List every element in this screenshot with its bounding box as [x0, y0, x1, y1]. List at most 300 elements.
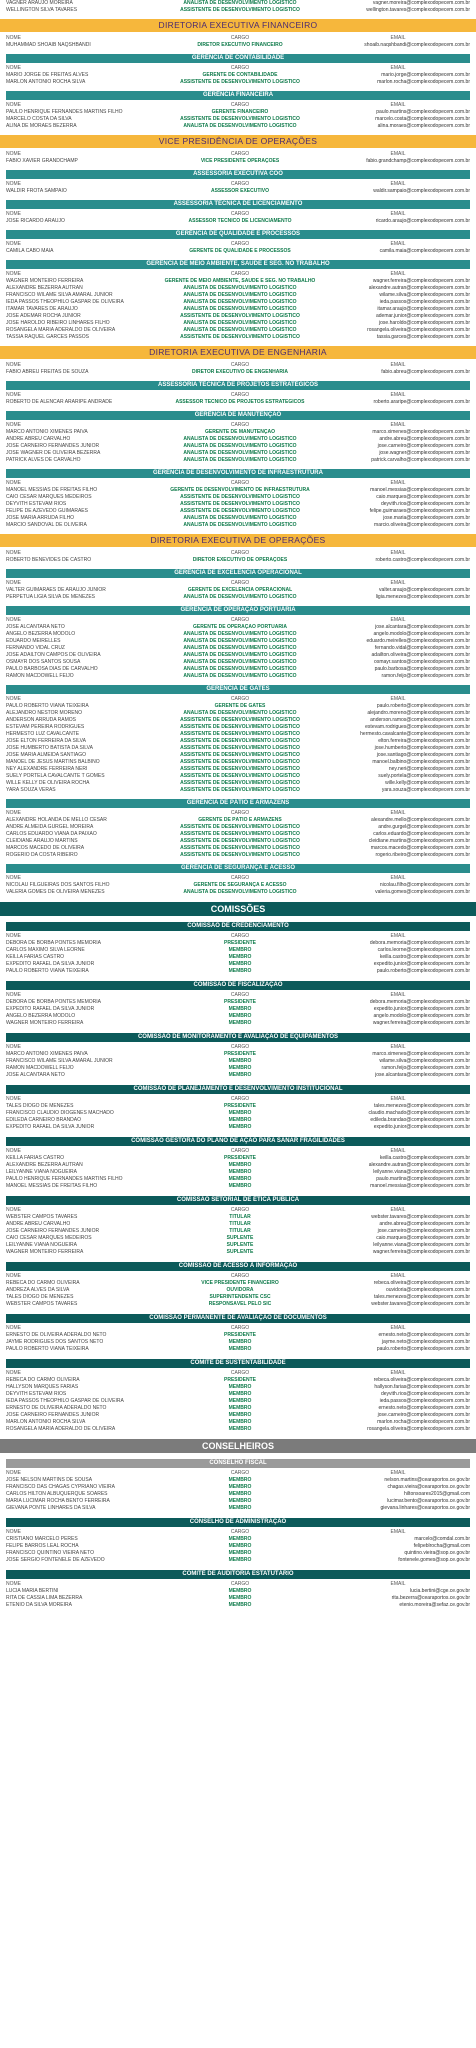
staff-email[interactable]: ricardo.araujo@complexodopecem.com.br: [375, 218, 470, 224]
staff-role: MEMBRO: [228, 1543, 252, 1549]
staff-email[interactable]: fernando.vidal@complexodopecem.com.br: [374, 645, 470, 651]
staff-email[interactable]: manoel.messias@complexodopecem.com.br: [370, 1183, 470, 1189]
staff-role: ASSESSOR EXECUTIVO: [210, 188, 270, 194]
staff-role: ASSISTENTE DE DESENVOLVIMENTO LOGÍSTICO: [180, 824, 300, 830]
staff-name: CAIO CÉSAR MARQUES MEDEIROS: [6, 1235, 92, 1241]
staff-role: ASSISTENTE DE DESENVOLVIMENTO LOGÍSTICO: [180, 831, 300, 837]
staff-email[interactable]: ligia.menezes@complexodopecem.com.br: [375, 594, 470, 600]
staff-row: [0, 278, 476, 285]
staff-email[interactable]: alina.moraes@complexodopecem.com.br: [377, 123, 470, 129]
staff-email[interactable]: andre.gurgel@complexodopecem.com.br: [378, 824, 470, 830]
staff-email[interactable]: nicolau.filho@complexodopecem.com.br: [379, 882, 470, 888]
staff-role: ANALISTA DE DESENVOLVIMENTO LOGÍSTICO: [183, 673, 297, 679]
staff-name: RITA DE CASSIA LIMA BEZERRA: [6, 1595, 83, 1601]
staff-name: PATRICK ALVES DE CARVALHO: [6, 457, 81, 463]
staff-email[interactable]: adailton.oliveira@complexodopecem.com.br: [371, 652, 470, 658]
staff-row: [0, 1242, 476, 1249]
staff-email[interactable]: hermesto.cavalcante@complexodopecem.com.br: [360, 731, 470, 737]
staff-role: ASSISTENTE DE DESENVOLVIMENTO LOGÍSTICO: [180, 7, 300, 13]
staff-row: [0, 1124, 476, 1131]
staff-row: [0, 1162, 476, 1169]
staff-email[interactable]: anderson.ramos@complexodopecem.com.br: [370, 717, 470, 723]
section-title: GERÊNCIA DE MANUTENÇÃO: [6, 411, 470, 420]
staff-name: MARLON ANTÔNIO ROCHA SILVA: [6, 1419, 86, 1425]
col-role-label: CARGO: [230, 151, 250, 157]
staff-name: JOSÉ CARNEIRO FERNANDES JÚNIOR: [6, 443, 100, 449]
staff-email[interactable]: cleidiane.martins@complexodopecem.com.br: [368, 838, 470, 844]
staff-name: LEILYANNE VIANA NOGUEIRA: [6, 1169, 77, 1175]
staff-email[interactable]: tassia.garces@complexodopecem.com.br: [376, 334, 470, 340]
staff-email[interactable]: andre.abreu@complexodopecem.com.br: [379, 1221, 470, 1227]
staff-role: GERENTE DE CONTABILIDADE: [202, 72, 278, 78]
staff-email[interactable]: rebeca.oliveira@complexodopecem.com.br: [373, 1377, 470, 1383]
col-name-label: NOME: [6, 151, 21, 157]
staff-name: FRANCISCO DAS CHAGAS CYPRIANO VIEIRA: [6, 1484, 115, 1490]
staff-name: ROSANGELA MARIA ADERALDO DE OLIVEIRA: [6, 1426, 116, 1432]
staff-role: MEMBRO: [228, 1484, 252, 1490]
staff-role: MEMBRO: [228, 1124, 252, 1130]
col-email-label: EMAIL: [390, 875, 406, 881]
staff-row: [0, 1602, 476, 1609]
staff-email[interactable]: manoel.messias@complexodopecem.com.br: [370, 487, 470, 493]
section-title: DIRETORIA EXECUTIVA DE OPERAÇÕES: [0, 534, 476, 547]
staff-row: [0, 1557, 476, 1564]
staff-email[interactable]: rosangela.oliveira@complexodopecem.com.br: [367, 327, 470, 333]
staff-row: [0, 1110, 476, 1117]
staff-email[interactable]: jayme.neto@complexodopecem.com.br: [381, 1339, 470, 1345]
staff-row: [0, 1332, 476, 1339]
col-name-label: NOME: [6, 617, 21, 623]
col-name-label: NOME: [6, 1096, 21, 1102]
staff-email[interactable]: waldir.sampaio@complexodopecem.com.br: [373, 188, 470, 194]
section-title: GERÊNCIA DE PÁTIO E ARMAZENS: [6, 799, 470, 808]
section-title: CONSELHO DE ADMINISTRAÇÃO: [6, 1518, 470, 1527]
staff-email[interactable]: roberto.araripe@complexodopecem.com.br: [373, 399, 470, 405]
staff-email[interactable]: debora.memoria@complexodopecem.com.br: [369, 999, 470, 1005]
staff-name: JOSÉ HUMBERTO BATISTA DA SILVA: [6, 745, 93, 751]
staff-name: FRANCISCO WILAME SILVA AMARAL JÚNIOR: [6, 292, 113, 298]
staff-role: ANALISTA DE DESENVOLVIMENTO LOGÍSTICO: [183, 889, 297, 895]
staff-email[interactable]: marco.ximenes@complexodopecem.com.br: [372, 1051, 470, 1057]
staff-email[interactable]: paulo.roberto@complexodopecem.com.br: [376, 1346, 470, 1352]
staff-email[interactable]: carlos.leorne@complexodopecem.com.br: [377, 947, 470, 953]
staff-email[interactable]: shoaib.naqshbandi@complexodopecem.com.br: [364, 42, 470, 48]
section-title: COMISSÃO PERMANENTE DE AVALIAÇÃO DE DOCUMENTOS: [6, 1314, 470, 1323]
staff-email[interactable]: paulo.roberto@complexodopecem.com.br: [376, 968, 470, 974]
staff-role: TITULAR: [229, 1228, 251, 1234]
staff-role: ASSISTENTE DE DESENVOLVIMENTO LOGÍSTICO: [180, 724, 300, 730]
staff-email[interactable]: leilyanne.viana@complexodopecem.com.br: [373, 1169, 470, 1175]
staff-role: MEMBRO: [228, 1491, 252, 1497]
staff-email[interactable]: vagner.moreira@complexodopecem.com.br: [372, 0, 470, 6]
staff-role: MEMBRO: [228, 1117, 252, 1123]
section-title: COMISSÃO DE CREDENCIAMENTO: [6, 922, 470, 931]
staff-email[interactable]: jose.carneiro@complexodopecem.com.br: [377, 1228, 470, 1234]
staff-name: JOSÉ ADAILTON CAMPOS DE OLIVEIRA: [6, 652, 101, 658]
staff-email[interactable]: fabio.abreu@complexodopecem.com.br: [381, 369, 470, 375]
staff-row: [0, 752, 476, 759]
staff-row: [0, 638, 476, 645]
staff-email[interactable]: wilame.silva@complexodopecem.com.br: [379, 292, 470, 298]
staff-email[interactable]: patrick.carvalho@complexodopecem.com.br: [371, 457, 470, 463]
col-role-label: CARGO: [230, 241, 250, 247]
staff-email[interactable]: angelo.modolo@complexodopecem.com.br: [373, 631, 470, 637]
staff-email[interactable]: edileda.brandao@complexodopecem.com.br: [370, 1117, 470, 1123]
col-role-label: CARGO: [230, 65, 250, 71]
column-header: [0, 550, 476, 557]
staff-role: MEMBRO: [228, 1398, 252, 1404]
staff-email[interactable]: caio.marques@complexodopecem.com.br: [376, 494, 470, 500]
column-header: [0, 480, 476, 487]
staff-role: GERENTE DE MEIO AMBIENTE, SAÚDE E SEG. NO TRABALHO: [164, 278, 316, 284]
staff-name: VALÉRIA GOMES DE OLIVEIRA MENEZES: [6, 889, 105, 895]
staff-email[interactable]: roberto.castro@complexodopecem.com.br: [375, 557, 470, 563]
staff-role: DIRETOR EXECUTIVO DE ENGENHARIA: [191, 369, 289, 375]
staff-email[interactable]: wilame.silva@complexodopecem.com.br: [379, 1058, 470, 1064]
col-name-label: NOME: [6, 422, 21, 428]
staff-name: ALEXANDRE BEZERRA AUTRAN: [6, 1162, 83, 1168]
staff-email[interactable]: marcos.macedo@complexodopecem.com.br: [370, 845, 470, 851]
staff-name: EXPEDITO RAFAEL DA SILVA JÚNIOR: [6, 1006, 95, 1012]
staff-email[interactable]: chagas.vieira@cearaportos.ce.gov.br: [387, 1484, 470, 1490]
staff-email[interactable]: wagner.ferreira@complexodopecem.com.br: [372, 278, 470, 284]
staff-row: [0, 1339, 476, 1346]
staff-email[interactable]: quintino.vieira@sop.ce.gov.br: [404, 1550, 470, 1556]
staff-name: FELIPE DE AZEVEDO GUIMARÃES: [6, 508, 88, 514]
staff-email[interactable]: ieda.passos@complexodopecem.com.br: [379, 1398, 470, 1404]
staff-email[interactable]: webster.tavares@complexodopecem.com.br: [371, 1301, 470, 1307]
staff-email[interactable]: marlon.rocha@complexodopecem.com.br: [377, 1419, 470, 1425]
staff-role: MEMBRO: [228, 1498, 252, 1504]
staff-email[interactable]: felipeblrocha@gmail.com: [413, 1543, 470, 1549]
staff-row: [0, 1543, 476, 1550]
staff-email[interactable]: ernesto.neto@complexodopecem.com.br: [378, 1405, 470, 1411]
staff-name: ALEXANDRE BEZERRA AUTRAN: [6, 285, 83, 291]
staff-role: ASSISTENTE DE DESENVOLVIMENTO LOGÍSTICO: [180, 508, 300, 514]
col-email-label: EMAIL: [390, 1581, 406, 1587]
staff-email[interactable]: jose.santiago@complexodopecem.com.br: [376, 752, 470, 758]
staff-row: [0, 1228, 476, 1235]
staff-email[interactable]: jose.humberto@complexodopecem.com.br: [374, 745, 470, 751]
col-name-label: NOME: [6, 362, 21, 368]
staff-name: WAGNER MONTEIRO FERREIRA: [6, 1249, 84, 1255]
staff-email[interactable]: hiltonsoares2015@gmail.com: [404, 1491, 470, 1497]
staff-row: [0, 1550, 476, 1557]
staff-email[interactable]: suely.portela@complexodopecem.com.br: [378, 773, 470, 779]
staff-name: OSMAYR DOS SANTOS SOUSA: [6, 659, 81, 665]
section-title: COMISSÃO GESTORA DO PLANO DE AÇÃO PARA SANAR FRAGILIDADES: [6, 1137, 470, 1146]
staff-email[interactable]: estevam.rodrigues@complexodopecem.com.br: [365, 724, 470, 730]
col-email-label: EMAIL: [390, 1207, 406, 1213]
staff-email[interactable]: keilla.castro@complexodopecem.com.br: [379, 954, 470, 960]
staff-role: ASSISTENTE DE DESENVOLVIMENTO LOGÍSTICO: [180, 852, 300, 858]
staff-row: [0, 724, 476, 731]
staff-row: [0, 594, 476, 601]
staff-email[interactable]: ernesto.neto@complexodopecem.com.br: [378, 1332, 470, 1338]
staff-role: VICE PRESIDENTE OPERAÇÕES: [200, 158, 280, 164]
staff-email[interactable]: webster.tavares@complexodopecem.com.br: [371, 1214, 470, 1220]
staff-email[interactable]: alejandro.moreno@complexodopecem.com.br: [367, 710, 470, 716]
staff-role: ANALISTA DE DESENVOLVIMENTO LOGÍSTICO: [183, 0, 297, 6]
col-name-label: NOME: [6, 810, 21, 816]
staff-email[interactable]: debora.memoria@complexodopecem.com.br: [369, 940, 470, 946]
staff-row: [0, 824, 476, 831]
staff-email[interactable]: angelo.modolo@complexodopecem.com.br: [373, 1013, 470, 1019]
staff-row: [0, 1013, 476, 1020]
staff-name: JOSÉ HAROLDO RIBEIRO LINHARES FILHO: [6, 320, 110, 326]
staff-email[interactable]: paulo.barbosa@complexodopecem.com.br: [374, 666, 470, 672]
col-email-label: EMAIL: [390, 151, 406, 157]
staff-email[interactable]: lucimar.bento@cearaportos.ce.gov.br: [387, 1498, 470, 1504]
staff-row: [0, 1065, 476, 1072]
col-email-label: EMAIL: [390, 992, 406, 998]
col-name-label: NOME: [6, 1370, 21, 1376]
staff-name: RAMON MACDOWELL FEIJÓ: [6, 673, 74, 679]
col-email-label: EMAIL: [390, 181, 406, 187]
staff-email[interactable]: ouvidoria@complexodopecem.com.br: [385, 1287, 470, 1293]
staff-row: [0, 522, 476, 529]
staff-email[interactable]: manoel.balbino@complexodopecem.com.br: [372, 759, 470, 765]
staff-email[interactable]: jose.maria@complexodopecem.com.br: [383, 515, 470, 521]
staff-email[interactable]: fontenele.gomes@sop.ce.gov.br: [398, 1557, 470, 1563]
col-email-label: EMAIL: [390, 580, 406, 586]
staff-name: ALEXANDRE HOLANDA DE MELLO CESAR: [6, 817, 107, 823]
staff-name: PAULO ROBERTO VIANA TEIXEIRA: [6, 968, 89, 974]
staff-email[interactable]: yara.souza@complexodopecem.com.br: [381, 787, 470, 793]
staff-row: [0, 587, 476, 594]
staff-email[interactable]: camila.maia@complexodopecem.com.br: [379, 248, 470, 254]
staff-name: ALINA DE MORAES BEZERRA: [6, 123, 77, 129]
staff-email[interactable]: ney.neri@complexodopecem.com.br: [388, 766, 470, 772]
staff-email[interactable]: ramon.feijo@complexodopecem.com.br: [381, 673, 470, 679]
section-title: GERÊNCIA DE CONTABILIDADE: [6, 54, 470, 63]
staff-name: FÁBIO XAVIER GRANDCHAMP: [6, 158, 78, 164]
staff-name: TALES DIOGO DE MENEZES: [6, 1294, 74, 1300]
section-title: DIRETORIA EXECUTIVA FINANCEIRO: [0, 19, 476, 32]
staff-role: ASSISTENTE DE DESENVOLVIMENTO LOGÍSTICO: [180, 501, 300, 507]
staff-email[interactable]: expedito.junior@complexodopecem.com.br: [373, 1006, 470, 1012]
staff-email[interactable]: expedito.junior@complexodopecem.com.br: [373, 1124, 470, 1130]
staff-email[interactable]: deyvith.rios@complexodopecem.com.br: [380, 501, 470, 507]
staff-role: PRESIDENTE: [224, 1377, 256, 1383]
staff-email[interactable]: leilyanne.viana@complexodopecem.com.br: [373, 1242, 470, 1248]
staff-row: [0, 1588, 476, 1595]
column-header: [0, 181, 476, 188]
staff-email[interactable]: ramon.feijo@complexodopecem.com.br: [381, 1065, 470, 1071]
staff-role: ASSISTENTE DE DESENVOLVIMENTO LOGÍSTICO: [180, 334, 300, 340]
staff-email[interactable]: wagner.ferreira@complexodopecem.com.br: [372, 1249, 470, 1255]
staff-name: ALEJANDRO NESTOR MORENO: [6, 710, 83, 716]
staff-email[interactable]: wagner.ferreira@complexodopecem.com.br: [372, 1020, 470, 1026]
staff-role: ASSISTENTE DE DESENVOLVIMENTO LOGÍSTICO: [180, 494, 300, 500]
staff-email[interactable]: jose.carneiro@complexodopecem.com.br: [377, 443, 470, 449]
staff-row: [0, 320, 476, 327]
staff-email[interactable]: osmayr.santos@complexodopecem.com.br: [374, 659, 470, 665]
staff-email[interactable]: jose.carneiro@complexodopecem.com.br: [377, 1412, 470, 1418]
staff-row: [0, 1214, 476, 1221]
staff-name: FRANCISCO CLAUDIO DIOGENES MACHADO: [6, 1110, 114, 1116]
staff-email[interactable]: lucia.bertini@cge.ce.gov.br: [409, 1588, 470, 1594]
staff-row: [0, 1051, 476, 1058]
staff-email[interactable]: ieda.passos@complexodopecem.com.br: [379, 299, 470, 305]
col-role-label: CARGO: [230, 211, 250, 217]
staff-email[interactable]: rosangela.oliveira@complexodopecem.com.br: [367, 1426, 470, 1432]
staff-role: PRESIDENTE: [224, 1155, 256, 1161]
staff-email[interactable]: nelson.martins@cearaportos.ce.gov.br: [384, 1477, 470, 1483]
staff-name: ERNESTO DE OLIVEIRA ADERALDO NETO: [6, 1405, 107, 1411]
col-name-label: NOME: [6, 65, 21, 71]
staff-email[interactable]: jose.haroldo@complexodopecem.com.br: [379, 320, 470, 326]
staff-email[interactable]: rebeca.oliveira@complexodopecem.com.br: [373, 1280, 470, 1286]
staff-email[interactable]: marlon.rocha@complexodopecem.com.br: [377, 79, 470, 85]
staff-name: EXPEDITO RAFAEL DA SILVA JÚNIOR: [6, 961, 95, 967]
section-title: COMISSÃO DE MONITORAMENTO E AVALIAÇÃO DE EQUIPAMENTOS: [6, 1033, 470, 1042]
staff-row: [0, 285, 476, 292]
staff-name: WAGNER MONTEIRO FERREIRA: [6, 278, 84, 284]
staff-email[interactable]: tales.menezes@complexodopecem.com.br: [374, 1103, 470, 1109]
staff-name: SUELY PORTELA CAVALCANTE T GOMES: [6, 773, 105, 779]
staff-role: OUVIDORA: [226, 1287, 254, 1293]
staff-email[interactable]: felipe.guimaraes@complexodopecem.com.br: [369, 508, 470, 514]
col-role-label: CARGO: [230, 1325, 250, 1331]
staff-email[interactable]: valeria.gomes@complexodopecem.com.br: [375, 889, 470, 895]
section-title: ASSESSORIA TÉCNICA DE LICENCIAMENTO: [6, 200, 470, 209]
staff-row: [0, 1412, 476, 1419]
staff-role: SUPLENTE: [226, 1249, 254, 1255]
col-email-label: EMAIL: [390, 550, 406, 556]
staff-email[interactable]: eduardo.meirelles@complexodopecem.com.br: [366, 638, 470, 644]
staff-name: ANDRE ABREU CARVALHO: [6, 436, 71, 442]
staff-email[interactable]: rogerio.ribeiro@complexodopecem.com.br: [375, 852, 470, 858]
col-email-label: EMAIL: [390, 810, 406, 816]
staff-email[interactable]: paulo.martins@complexodopecem.com.br: [376, 109, 470, 115]
staff-name: ANDRE ABREU CARVALHO: [6, 1221, 71, 1227]
staff-row: [0, 703, 476, 710]
staff-role: MEMBRO: [228, 1006, 252, 1012]
staff-email[interactable]: marco.ximenes@complexodopecem.com.br: [372, 429, 470, 435]
staff-email[interactable]: paulo.martins@complexodopecem.com.br: [376, 1176, 470, 1182]
col-email-label: EMAIL: [390, 1325, 406, 1331]
staff-row: [0, 313, 476, 320]
column-header: [0, 810, 476, 817]
staff-email[interactable]: expedito.junior@complexodopecem.com.br: [373, 961, 470, 967]
staff-email[interactable]: wille.kelly@complexodopecem.com.br: [385, 780, 470, 786]
staff-email[interactable]: mario.jorge@complexodopecem.com.br: [381, 72, 470, 78]
staff-row: [0, 1287, 476, 1294]
staff-email[interactable]: carlos.eduardo@complexodopecem.com.br: [373, 831, 470, 837]
staff-email[interactable]: deyvith.rios@complexodopecem.com.br: [380, 1391, 470, 1397]
staff-name: RAMON MACDOWELL FEIJÓ: [6, 1065, 74, 1071]
staff-email[interactable]: paulo.roberto@complexodopecem.com.br: [376, 703, 470, 709]
section-title: COMISSÃO DE ACESSO À INFORMAÇÃO: [6, 1262, 470, 1271]
staff-email[interactable]: alexandre.autran@complexodopecem.com.br: [368, 1162, 470, 1168]
col-name-label: NOME: [6, 1529, 21, 1535]
staff-name: CAMILA CABÓ MAIA: [6, 248, 54, 254]
column-header: [0, 1581, 476, 1588]
staff-email[interactable]: andre.abreu@complexodopecem.com.br: [379, 436, 470, 442]
col-email-label: EMAIL: [390, 271, 406, 277]
staff-row: [0, 450, 476, 457]
staff-row: [0, 717, 476, 724]
col-role-label: CARGO: [230, 1096, 250, 1102]
staff-role: ASSISTENTE DE DESENVOLVIMENTO LOGÍSTICO: [180, 717, 300, 723]
staff-email[interactable]: fabio.grandchamp@complexodopecem.com.br: [366, 158, 470, 164]
staff-row: [0, 631, 476, 638]
staff-role: GERENTE DE GATES: [214, 703, 266, 709]
staff-email[interactable]: wellington.tavares@complexodopecem.com.br: [366, 7, 470, 13]
staff-role: ASSISTENTE DE DESENVOLVIMENTO LOGÍSTICO: [180, 731, 300, 737]
staff-name: ROSANGELA MARIA ADERALDO DE OLIVEIRA: [6, 327, 116, 333]
staff-role: ASSISTENTE DE DESENVOLVIMENTO LOGÍSTICO: [180, 845, 300, 851]
staff-email[interactable]: marcelo.costa@complexodopecem.com.br: [375, 116, 470, 122]
col-name-label: NOME: [6, 580, 21, 586]
staff-email[interactable]: marcelo@comdal.com.br: [414, 1536, 470, 1542]
column-header: [0, 35, 476, 42]
section-title: ASSESSORIA EXECUTIVA COO: [6, 170, 470, 179]
staff-email[interactable]: rita.bezerra@cearaportos.ce.gov.br: [391, 1595, 470, 1601]
staff-email[interactable]: jose.wagner@complexodopecem.com.br: [379, 450, 470, 456]
staff-role: MEMBRO: [228, 1176, 252, 1182]
staff-email[interactable]: tales.menezes@complexodopecem.com.br: [374, 1294, 470, 1300]
staff-name: VALTER GUIMARÃES DE ARAÚJO JÚNIOR: [6, 587, 106, 593]
staff-email[interactable]: hallyson.farias@complexodopecem.com.br: [374, 1384, 470, 1390]
staff-name: TALES DIOGO DE MENEZES: [6, 1103, 74, 1109]
col-role-label: CARGO: [230, 362, 250, 368]
staff-role: ASSESSOR TÉCNICO DE PROJETOS ESTRATÉGICOS: [175, 399, 305, 405]
staff-row: [0, 1117, 476, 1124]
staff-row: [0, 1169, 476, 1176]
staff-email[interactable]: jose.alcantara@complexodopecem.com.br: [375, 624, 470, 630]
column-header: [0, 992, 476, 999]
section-title: CONSELHEIROS: [0, 1439, 476, 1453]
staff-row: [0, 947, 476, 954]
staff-name: DEBORA DE BORBA PONTES MEMÓRIA: [6, 999, 102, 1005]
staff-email[interactable]: etenio.moreira@sefaz.ce.gov.br: [399, 1602, 470, 1608]
staff-email[interactable]: alexandre.autran@complexodopecem.com.br: [368, 285, 470, 291]
staff-role: GERENTE DE MANUTENÇÃO: [204, 429, 275, 435]
staff-role: ANALISTA DE DESENVOLVIMENTO LOGÍSTICO: [183, 515, 297, 521]
staff-name: REBECA DO CARMO OLIVEIRA: [6, 1280, 80, 1286]
staff-email[interactable]: claudio.machado@complexodopecem.com.br: [368, 1110, 470, 1116]
staff-email[interactable]: jose.alcantara@complexodopecem.com.br: [375, 1072, 470, 1078]
staff-role: SUPLENTE: [226, 1235, 254, 1241]
col-role-label: CARGO: [230, 580, 250, 586]
staff-email[interactable]: ademar.junior@complexodopecem.com.br: [375, 313, 470, 319]
staff-role: MEMBRO: [228, 1588, 252, 1594]
staff-name: LUCIA MARIA BERTINI: [6, 1588, 59, 1594]
staff-role: MEMBRO: [228, 1426, 252, 1432]
section-title: COMISSÃO SETORIAL DE ÉTICA PÚBLICA: [6, 1196, 470, 1205]
staff-role: ASSISTENTE DE DESENVOLVIMENTO LOGÍSTICO: [180, 79, 300, 85]
staff-name: JOSÉ WAGNER DE OLIVEIRA BEZERRA: [6, 450, 101, 456]
staff-email[interactable]: alexandre.mello@complexodopecem.com.br: [370, 817, 470, 823]
staff-email[interactable]: keilla.castro@complexodopecem.com.br: [379, 1155, 470, 1161]
staff-email[interactable]: itamar.araujo@complexodopecem.com.br: [377, 306, 470, 312]
col-name-label: NOME: [6, 1581, 21, 1587]
staff-role: MEMBRO: [228, 1072, 252, 1078]
staff-email[interactable]: valter.araujo@complexodopecem.com.br: [379, 587, 470, 593]
col-email-label: EMAIL: [390, 480, 406, 486]
staff-role: DIRETOR EXECUTIVO FINANCEIRO: [197, 42, 283, 48]
staff-email[interactable]: marcio.oliveira@complexodopecem.com.br: [374, 522, 470, 528]
staff-email[interactable]: caio.marques@complexodopecem.com.br: [376, 1235, 470, 1241]
staff-role: ASSISTENTE DE DESENVOLVIMENTO LOGÍSTICO: [180, 759, 300, 765]
staff-email[interactable]: elton.ferreira@complexodopecem.com.br: [378, 738, 470, 744]
staff-row: [0, 1491, 476, 1498]
staff-row: [0, 673, 476, 680]
staff-email[interactable]: gievana.linhares@cearaportos.ce.gov.br: [380, 1505, 470, 1511]
staff-role: ASSISTENTE DE DESENVOLVIMENTO LOGÍSTICO: [180, 752, 300, 758]
